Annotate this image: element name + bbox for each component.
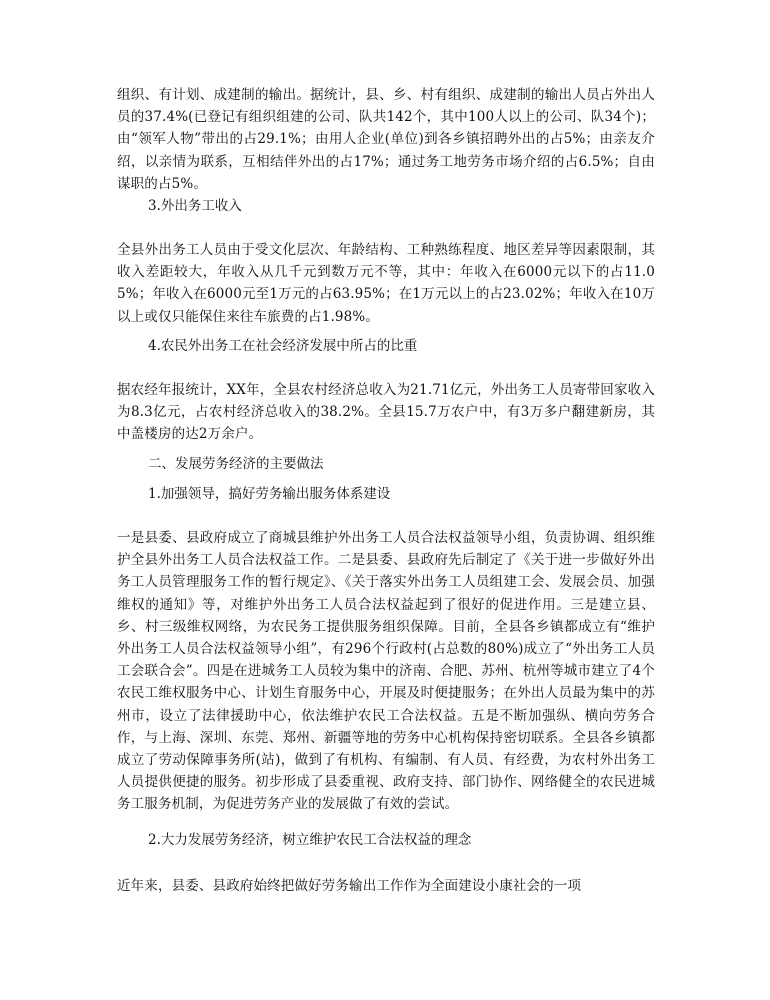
paragraph-income: 全县外出务工人员由于受文化层次、年龄结构、工种熟练程度、地区差异等因素限制，其收入差距较大，年收入从几千元到数万元不等，其中：年收入在6000元以下的占11.05%；年收入在6000元至1万元的占63.95%；在1万元以上的占23.02%；年收入在10万以上或仅只能保住来往车旅费的占1.98%。 (117, 242, 655, 325)
paragraph-proportion: 据农经年报统计，XX年，全县农村经济总收入为21.71亿元，外出务工人员寄带回家收入为8.3亿元，占农村经济总收入的38.2%。全县15.7万农户中，有3万多户翻建新房，其中盖楼房的达2万余户。 (117, 382, 655, 443)
section-heading-income: 3.外出务工收入 (148, 198, 242, 214)
section-heading-proportion: 4.农民外出务工在社会经济发展中所占的比重 (148, 338, 418, 354)
paragraph-output-statistics: 组织、有计划、成建制的输出。据统计，县、乡、村有组织、成建制的输出人员占外出人员的37.4%(已登记有组织组建的公司、队共142个，其中100人以上的公司、队34个)；由“领军人物”带出的占29.1%；由用人企业(单位)到各乡镇招聘外出的占5%；由亲友介绍，以亲情为联系，互相结伴外出的占17%；通过务工地劳务市场介绍的占6.5%；自由谋职的占5%。 (117, 87, 655, 192)
paragraph-leadership: 一是县委、县政府成立了商城县维护外出务工人员合法权益领导小组，负责协调、组织维护全县外出务工人员合法权益工作。二是县委、县政府先后制定了《关于进一步做好外出务工人员管理服务工作的暂行规定》、《关于落实外出务工人员组建工会、发展会员、加强维权的通知》等，对维护外出务工人员合法权益起到了很好的促进作用。三是建立县、乡、村三级维权网络，为农民务工提供服务组织保障。目前，全县各乡镇都成立有“维护外出务工人员合法权益领导小组”，有296个行政村(占总数的80%)成立了“外出务工人员工会联合会”。四是在进城务工人员较为集中的济南、合肥、苏州、杭州等城市建立了4个农民工维权服务中心、计划生育服务中心，开展及时便捷服务；在外出人员最为集中的苏州市，设立了法律援助中心，依法维护农民工合法权益。五是不断加强纵、横向劳务合作，与上海、深圳、东莞、郑州、新疆等地的劳务中心机构保持密切联系。全县各乡镇都成立了劳动保障事务所(站)，做到了有机构、有编制、有人员、有经费，为农村外出务工人员提供便捷的服务。初步形成了县委重视、政府支持、部门协作、网络健全的农民进城务工服务机制，为促进劳务产业的发展做了有效的尝试。 (117, 530, 655, 813)
section-heading-labor-economy: 2.大力发展劳务经济，树立维护农民工合法权益的理念 (148, 832, 472, 848)
section-heading-leadership: 1.加强领导，搞好劳务输出服务体系建设 (148, 486, 391, 502)
paragraph-recent-years: 近年来，县委、县政府始终把做好劳务输出工作作为全面建设小康社会的一项 (117, 878, 582, 894)
section-heading-main-practices: 二、发展劳务经济的主要做法 (148, 456, 324, 472)
